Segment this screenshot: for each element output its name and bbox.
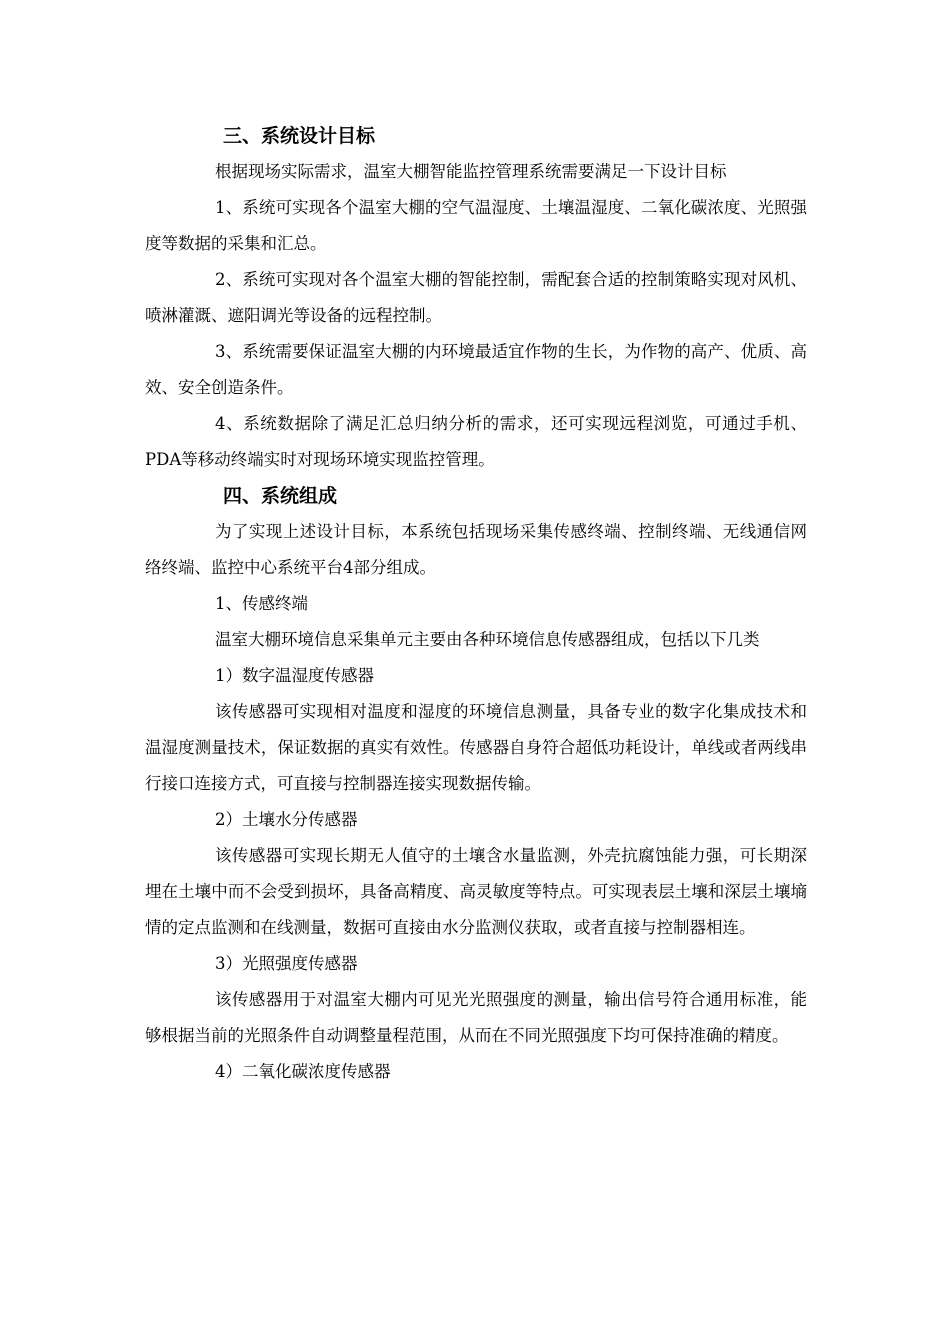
paragraph: 为了实现上述设计目标，本系统包括现场采集传感终端、控制终端、无线通信网络终端、监控中心系统平台4部分组成。: [145, 522, 807, 577]
paragraph: 该传感器用于对温室大棚内可见光光照强度的测量，输出信号符合通用标准，能够根据当前的光照条件自动调整量程范围，从而在不同光照强度下均可保持准确的精度。: [145, 990, 807, 1045]
paragraph: 该传感器可实现长期无人值守的土壤含水量监测，外壳抗腐蚀能力强，可长期深埋在土壤中而不会受到损坏，具备高精度、高灵敏度等特点。可实现表层土壤和深层土壤墒情的定点监测和在线测量，数据可直接由水分监测仪获取，或者直接与控制器相连。: [145, 846, 807, 937]
paragraph: 1、系统可实现各个温室大棚的空气温湿度、土壤温湿度、二氧化碳浓度、光照强度等数据的采集和汇总。: [145, 198, 807, 253]
paragraph: 该传感器可实现相对温度和湿度的环境信息测量，具备专业的数字化集成技术和温湿度测量技术，保证数据的真实有效性。传感器自身符合超低功耗设计，单线或者两线串行接口连接方式，可直接与控制器连接实现数据传输。: [145, 702, 807, 793]
paragraph: 温室大棚环境信息采集单元主要由各种环境信息传感器组成，包括以下几类: [215, 630, 760, 649]
sensor-title: 2）土壤水分传感器: [215, 810, 358, 829]
section-heading-design-goals: 三、系统设计目标: [223, 125, 376, 147]
sensor-title: 1）数字温湿度传感器: [215, 666, 374, 685]
paragraph: 4、系统数据除了满足汇总归纳分析的需求，还可实现远程浏览，可通过手机、PDA等移动终端实时对现场环境实现监控管理。: [145, 414, 807, 469]
document-page: [145, 118, 807, 1090]
paragraph: 3、系统需要保证温室大棚的内环境最适宜作物的生长，为作物的高产、优质、高效、安全创造条件。: [145, 342, 807, 397]
subsection-title: 1、传感终端: [215, 594, 308, 613]
sensor-title: 4）二氧化碳浓度传感器: [215, 1062, 391, 1081]
sensor-title: 3）光照强度传感器: [215, 954, 358, 973]
section-heading-system-composition: 四、系统组成: [223, 485, 338, 507]
paragraph: 根据现场实际需求，温室大棚智能监控管理系统需要满足一下设计目标: [215, 162, 727, 181]
paragraph: 2、系统可实现对各个温室大棚的智能控制，需配套合适的控制策略实现对风机、喷淋灌溉、遮阳调光等设备的远程控制。: [145, 270, 807, 325]
